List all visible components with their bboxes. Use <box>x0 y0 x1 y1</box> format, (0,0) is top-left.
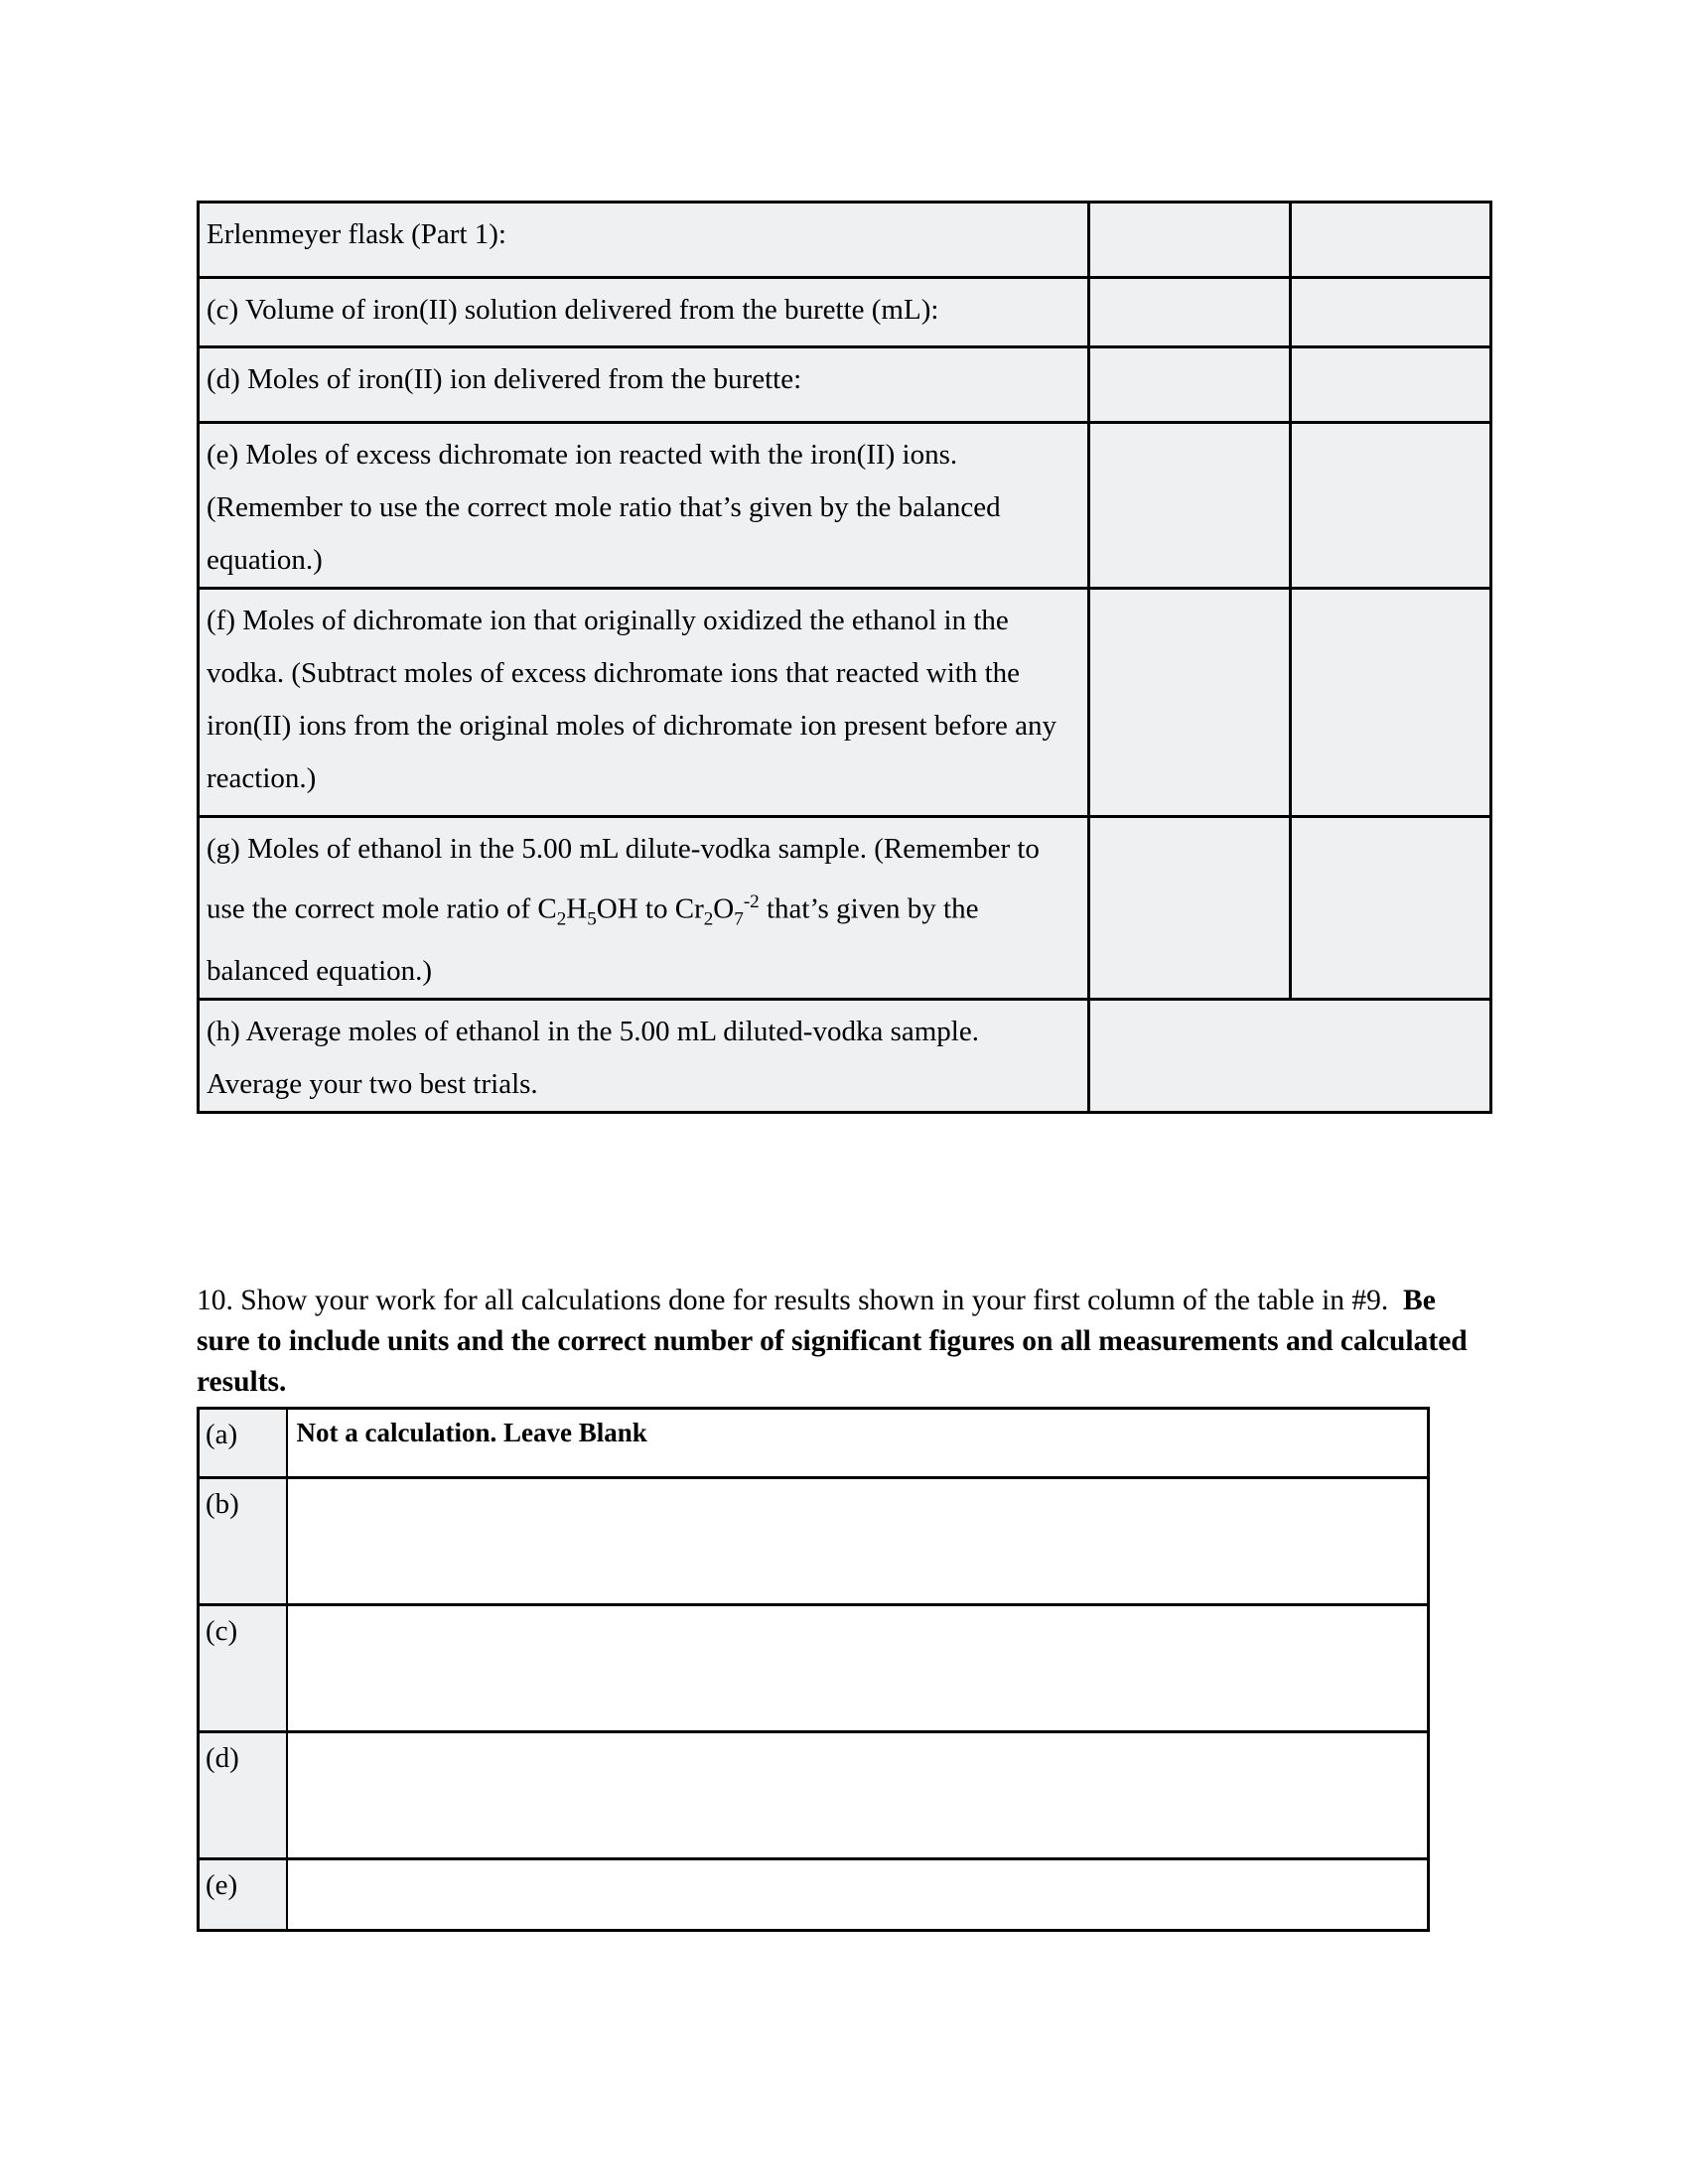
question-10-text: 10. Show your work for all calculations done for results shown in your first column of the table in #9. Be sure to include units and the correct number of significant figures on all measurements and calculated results. <box>197 1284 1476 1398</box>
work-row-b <box>199 1478 1429 1605</box>
value-cell-trial2 <box>1291 423 1491 589</box>
work-row-e <box>199 1859 1429 1931</box>
row-description-cell: (h) Average moles of ethanol in the 5.00 mL diluted-vodka sample. Average your two best trials. <box>199 1000 1089 1113</box>
table-row-e <box>199 423 1491 589</box>
table-row-d <box>199 347 1491 423</box>
value-cell-trial2 <box>1291 203 1491 278</box>
table-row-c <box>199 278 1491 347</box>
row-label: (a) <box>199 1409 287 1478</box>
row-label: (b) <box>199 1478 287 1605</box>
value-cell-merged <box>1089 1000 1491 1113</box>
value-cell-trial1 <box>1089 589 1291 817</box>
question10-work-table <box>197 1407 1430 1932</box>
value-cell-trial2 <box>1291 817 1491 1000</box>
row-label: (d) <box>199 1732 287 1859</box>
row-description-cell: (g) Moles of ethanol in the 5.00 mL dilute-vodka sample. (Remember to use the correct mole ratio of $C_2H_5OH$ to $Cr_2O_7^{-2}$ that’s given by the balanced equation.) <box>199 817 1089 1000</box>
row-label: (c) <box>199 1605 287 1732</box>
work-row-a <box>199 1409 1429 1478</box>
row-description-cell: Erlenmeyer flask (Part 1): <box>199 203 1089 278</box>
work-area-cell <box>287 1478 1429 1605</box>
work-area-cell <box>287 1605 1429 1732</box>
work-row-c <box>199 1605 1429 1732</box>
work-area-cell <box>287 1409 1429 1478</box>
work-area-cell <box>287 1859 1429 1931</box>
work-area-cell <box>287 1732 1429 1859</box>
row-label: (e) <box>199 1859 287 1931</box>
value-cell-trial1 <box>1089 278 1291 347</box>
value-cell-trial1 <box>1089 817 1291 1000</box>
table-row-h <box>199 1000 1491 1113</box>
value-cell-trial1 <box>1089 347 1291 423</box>
value-cell-trial2 <box>1291 589 1491 817</box>
table-row-g <box>199 817 1491 1000</box>
value-cell-trial2 <box>1291 278 1491 347</box>
table-row-f <box>199 589 1491 817</box>
question9-results-table <box>197 201 1492 1114</box>
value-cell-trial2 <box>1291 347 1491 423</box>
work-row-d <box>199 1732 1429 1859</box>
row-description-cell: (c) Volume of iron(II) solution delivered from the burette (mL): <box>199 278 1089 347</box>
value-cell-trial1 <box>1089 423 1291 589</box>
row-description-cell: (d) Moles of iron(II) ion delivered from the burette: <box>199 347 1089 423</box>
table-row-erlenmeyer-continuation <box>199 203 1491 278</box>
row-description-cell: (f) Moles of dichromate ion that originally oxidized the ethanol in the vodka. (Subtract moles of excess dichromate ions that reacted with the iron(II) ions from the original moles of dichromate ion present before any reaction.) <box>199 589 1089 817</box>
row-description-cell: (e) Moles of excess dichromate ion reacted with the iron(II) ions. (Remember to use the correct mole ratio that’s given by the balanced equation.) <box>199 423 1089 589</box>
value-cell-trial1 <box>1089 203 1291 278</box>
leave-blank-note: Not a calculation. Leave Blank <box>296 1418 647 1447</box>
